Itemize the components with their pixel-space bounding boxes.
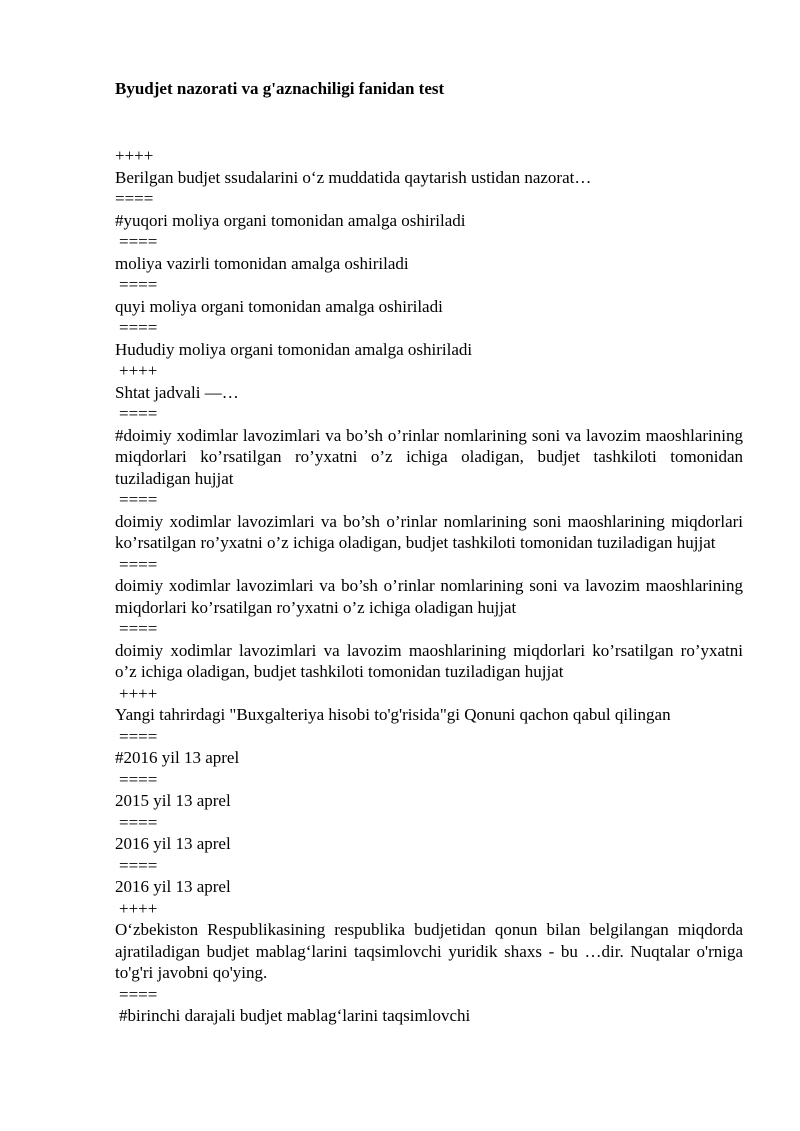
text-line: 2016 yil 13 aprel: [115, 877, 231, 896]
question-separator: ====: [119, 490, 158, 509]
text-line: quyi moliya organi tomonidan amalga oshiriladi: [115, 296, 443, 316]
answer-paragraph: O‘zbekiston Respublikasining respublika budjetidan qonun bilan belgilangan miqdorda ajratiladigan budjet mablag‘larini taqsimlovchi yuridik shaxs - bu …dir. Nuqtalar o'rniga to'g'ri javobni qo'ying.: [115, 920, 743, 982]
question-separator: ++++: [119, 683, 158, 703]
document-title: Byudjet nazorati va g'aznachiligi fanidan test: [115, 79, 445, 98]
question-separator: ====: [119, 554, 158, 574]
question-separator: ====: [115, 189, 154, 208]
question-separator: ====: [119, 855, 158, 875]
question-separator: ====: [119, 318, 158, 337]
question-separator: ====: [119, 726, 158, 746]
question-separator: ++++: [115, 146, 154, 165]
question-separator: ====: [119, 232, 158, 251]
question-separator: ++++: [119, 898, 158, 918]
question-separator: ====: [119, 812, 158, 832]
text-line: Hududiy moliya organi tomonidan amalga oshiriladi: [115, 339, 473, 359]
text-line: Yangi tahrirdagi "Buxgalteriya hisobi to'g'risida"gi Qonuni qachon qabul qilingan: [115, 705, 671, 724]
text-line: Shtat jadvali —…: [115, 382, 239, 402]
question-separator: ====: [119, 404, 158, 423]
answer-paragraph: #doimiy xodimlar lavozimlari va bo’sh o’rinlar nomlarining soni va lavozim maoshlarining miqdorlari ko’rsatilgan ro’yxatni o’z ichiga oladigan, budjet tashkiloti tomonidan tuziladigan hujjat: [115, 425, 743, 488]
text-line: moliya vazirli tomonidan amalga oshiriladi: [115, 253, 409, 273]
question-separator: ++++: [119, 361, 158, 380]
text-line: 2015 yil 13 aprel: [115, 791, 231, 810]
answer-paragraph: doimiy xodimlar lavozimlari va lavozim maoshlarining miqdorlari ko’rsatilgan ro’yxatni o’z ichiga oladigan, budjet tashkiloti tomonidan tuziladigan hujjat: [115, 640, 743, 681]
answer-paragraph: doimiy xodimlar lavozimlari va bo’sh o’rinlar nomlarining soni va lavozim maoshlarining miqdorlari ko’rsatilgan ro’yxatni o’z ichiga oladigan hujjat: [115, 576, 743, 617]
answer-line: #birinchi darajali budjet mablag‘larini taqsimlovchi: [119, 1006, 471, 1025]
text-line: Berilgan budjet ssudalarini o‘z muddatida qaytarish ustidan nazorat…: [115, 167, 592, 187]
question-separator: ====: [119, 984, 158, 1004]
text-line: #yuqori moliya organi tomonidan amalga oshiriladi: [115, 210, 466, 230]
answer-paragraph: doimiy xodimlar lavozimlari va bo’sh o’rinlar nomlarining soni maoshlarining miqdorlari ko’rsatilgan ro’yxatni o’z ichiga oladigan, budjet tashkiloti tomonidan tuziladigan hujjat: [115, 511, 743, 552]
question-separator: ====: [119, 619, 158, 638]
text-line: #2016 yil 13 aprel: [115, 748, 240, 767]
text-line: 2016 yil 13 aprel: [115, 834, 231, 853]
question-separator: ====: [119, 769, 158, 789]
question-separator: ====: [119, 275, 158, 294]
document-body: [115, 145, 743, 1027]
